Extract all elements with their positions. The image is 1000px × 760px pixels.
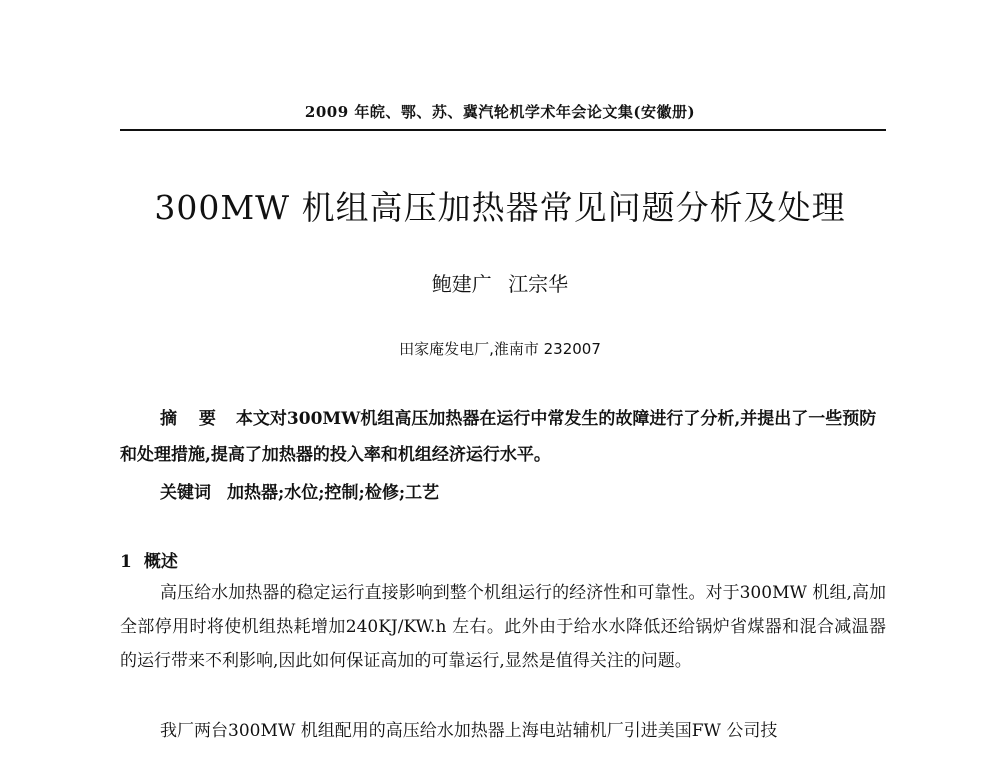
section-title: 概述: [143, 552, 178, 572]
section-number: 1: [120, 552, 132, 572]
keywords-label: 关键词: [160, 483, 211, 503]
running-header: 2009 年皖、鄂、苏、冀汽轮机学术年会论文集(安徽册): [304, 103, 696, 121]
keywords: [160, 475, 886, 511]
abstract-label: 摘 要: [160, 409, 224, 429]
header-rule: [120, 129, 886, 131]
abstract: [120, 401, 886, 473]
section-heading: [120, 547, 178, 572]
body-paragraph: 我厂两台300MW 机组配用的高压给水加热器上海电站辅机厂引进美国FW 公司技: [160, 721, 778, 741]
abstract-text: 本文对300MW机组高压加热器在运行中常发生的故障进行了分析,并提出了一些预防和处理措施,提高了加热器的投入率和机组经济运行水平。: [120, 409, 877, 465]
keywords-text: 加热器;水位;控制;检修;工艺: [227, 483, 440, 503]
body-paragraph: 高压给水加热器的稳定运行直接影响到整个机组运行的经济性和可靠性。对于300MW 机组,高加全部停用时将使机组热耗增加240KJ/KW.h 左右。此外由于给水水降低还给锅炉省煤器和混合减温器的运行带来不利影响,因此如何保证高加的可靠运行,显然是值得关注的问题。: [120, 583, 886, 671]
affiliation: 田家庵发电厂,淮南市 232007: [399, 340, 601, 358]
authors: 鲍建广 江宗华: [431, 272, 569, 296]
paper-title: 300MW 机组高压加热器常见问题分析及处理: [154, 188, 846, 227]
